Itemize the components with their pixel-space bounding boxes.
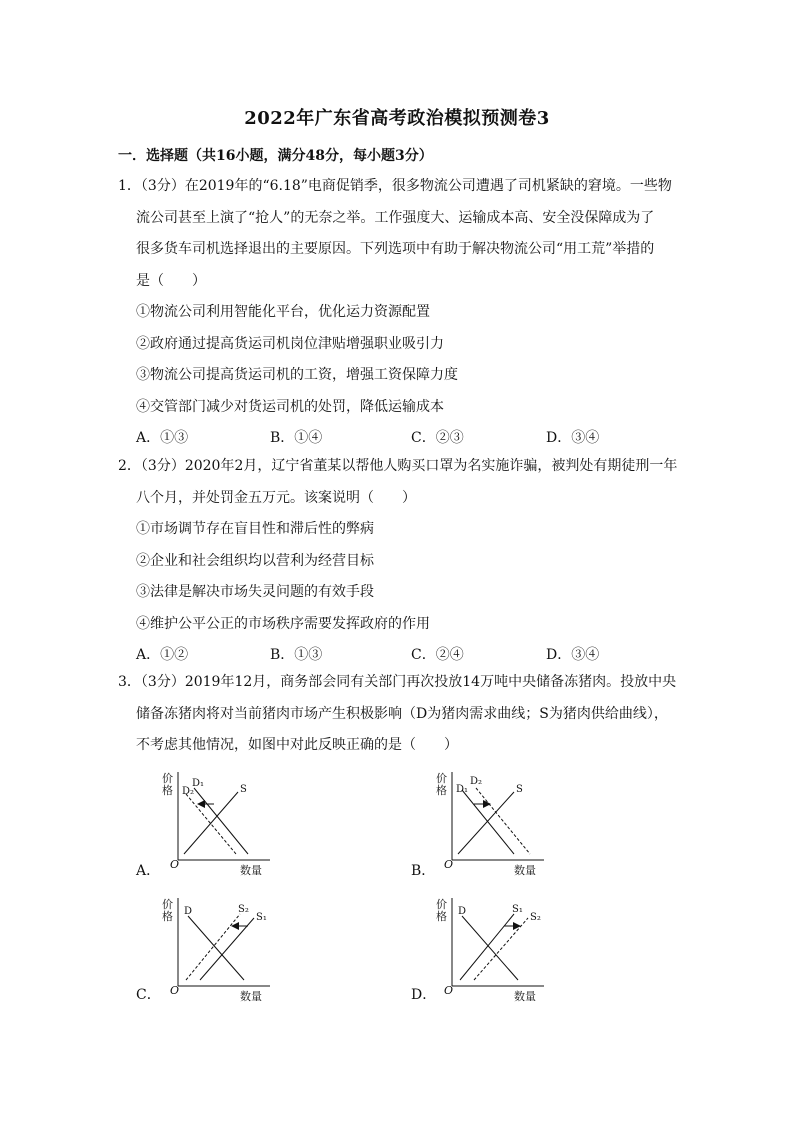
x-axis-label: 数量 [514, 990, 536, 1003]
page-title: 2022年广东省高考政治模拟预测卷3 [244, 108, 550, 129]
statement-item: ①市场调节存在盲目性和滞后性的弊病 [136, 521, 374, 537]
supply-demand-graph-c [158, 896, 278, 1004]
graph-label-c[interactable]: C． [136, 987, 161, 1003]
y-axis-label: 格 [436, 784, 447, 797]
graph-label-a[interactable]: A． [136, 863, 161, 879]
question-text-line: 3．（3分）2019年12月，商务部会同有关部门再次投放14万吨中央储备冻猪肉。投放中央 [118, 674, 677, 690]
question-text-line: 八个月，并处罚金五万元。该案说明（ ） [136, 489, 416, 506]
question-text-line: 2．（3分）2020年2月，辽宁省董某以帮他人购买口罩为名实施诈骗，被判处有期徒刑一年 [118, 458, 678, 474]
question-text-line: 储备冻猪肉将对当前猪肉市场产生积极影响（D为猪肉需求曲线；S为猪肉供给曲线）， [136, 705, 668, 722]
curve-s1 [200, 918, 254, 980]
x-axis-label: 数量 [514, 864, 536, 877]
option-b[interactable]: B．①④ [270, 430, 323, 446]
question-2 [118, 451, 678, 671]
question-text-line: 1．（3分）在2019年的“6.18”电商促销季，很多物流公司遭遇了司机紧缺的窘境。一些物 [118, 178, 672, 194]
curve-s [458, 792, 514, 854]
statement-item: ①物流公司利用智能化平台，优化运力资源配置 [136, 304, 430, 320]
question-text-line: 流公司甚至上演了“抢人”的无奈之举。工作强度大、运输成本高、安全没保障成为了 [136, 209, 655, 226]
option-a[interactable]: A．①③ [136, 430, 189, 446]
option-c[interactable]: C．②④ [411, 647, 464, 663]
curve-label: D₁ [456, 784, 469, 795]
y-axis-label: 价 [162, 898, 173, 911]
supply-demand-graph-a [158, 770, 278, 878]
curve-label: D [458, 906, 467, 917]
option-d[interactable]: D．③④ [546, 430, 600, 446]
curve-s [184, 792, 238, 854]
y-axis-label: 格 [162, 910, 173, 923]
curve-label: D [184, 906, 193, 917]
y-axis-label: 价 [436, 898, 447, 911]
curve-label: S₁ [256, 912, 267, 923]
y-axis-label: 价 [162, 772, 173, 785]
curve-label: S₂ [530, 912, 541, 923]
question-text-line: 不考虑其他情况，如图中对此反映正确的是（ ） [136, 737, 458, 753]
supply-demand-graph-d [432, 896, 552, 1004]
supply-demand-graph-b [432, 770, 552, 878]
statement-item: ②政府通过提高货运司机岗位津贴增强职业吸引力 [136, 335, 444, 352]
curve-label: S [240, 784, 247, 795]
curve-d2 [476, 788, 530, 854]
option-c[interactable]: C．②③ [411, 430, 464, 446]
statement-item: ④交管部门减少对货运司机的处罚，降低运输成本 [136, 398, 444, 415]
graph-label-d[interactable]: D． [411, 987, 437, 1003]
question-1 [118, 171, 678, 454]
x-axis-label: 数量 [240, 990, 262, 1003]
curve-s1 [460, 914, 514, 980]
statement-item: ③物流公司提高货运司机的工资，增强工资保障力度 [136, 367, 458, 383]
curve-label: D₂ [470, 776, 483, 787]
statement-item: ②企业和社会组织均以营利为经营目标 [136, 552, 374, 569]
option-b[interactable]: B．①③ [270, 647, 323, 663]
question-text-line: 很多货车司机选择退出的主要原因。下列选项中有助于解决物流公司“用工荒”举措的 [136, 241, 655, 257]
x-axis-label: 数量 [240, 864, 262, 877]
origin-label: O [444, 984, 454, 997]
curve-label: D₂ [182, 786, 195, 797]
curve-s2 [474, 918, 528, 980]
curve-label: S₁ [512, 904, 523, 915]
y-axis-label: 格 [436, 910, 447, 923]
y-axis-label: 格 [162, 784, 173, 797]
statement-item: ③法律是解决市场失灵问题的有效手段 [136, 584, 374, 600]
origin-label: O [170, 984, 180, 997]
origin-label: O [444, 858, 454, 871]
curve-label: S₂ [238, 904, 249, 915]
statement-item: ④维护公平公正的市场秩序需要发挥政府的作用 [136, 615, 430, 632]
curve-d1 [194, 788, 248, 854]
question-3 [118, 667, 678, 762]
origin-label: O [170, 858, 180, 871]
curve-label: D₁ [192, 778, 205, 789]
curve-s2 [186, 914, 240, 980]
curve-label: S [516, 784, 523, 795]
y-axis-label: 价 [436, 772, 447, 785]
graph-label-b[interactable]: B． [411, 863, 436, 879]
answer-options [118, 423, 678, 454]
option-d[interactable]: D．③④ [546, 647, 600, 663]
question-text-line: 是（ ） [136, 272, 206, 289]
curve-d1 [462, 790, 514, 854]
option-a[interactable]: A．①② [136, 647, 189, 663]
section-heading: 一．选择题（共16小题，满分48分，每小题3分） [118, 148, 433, 164]
